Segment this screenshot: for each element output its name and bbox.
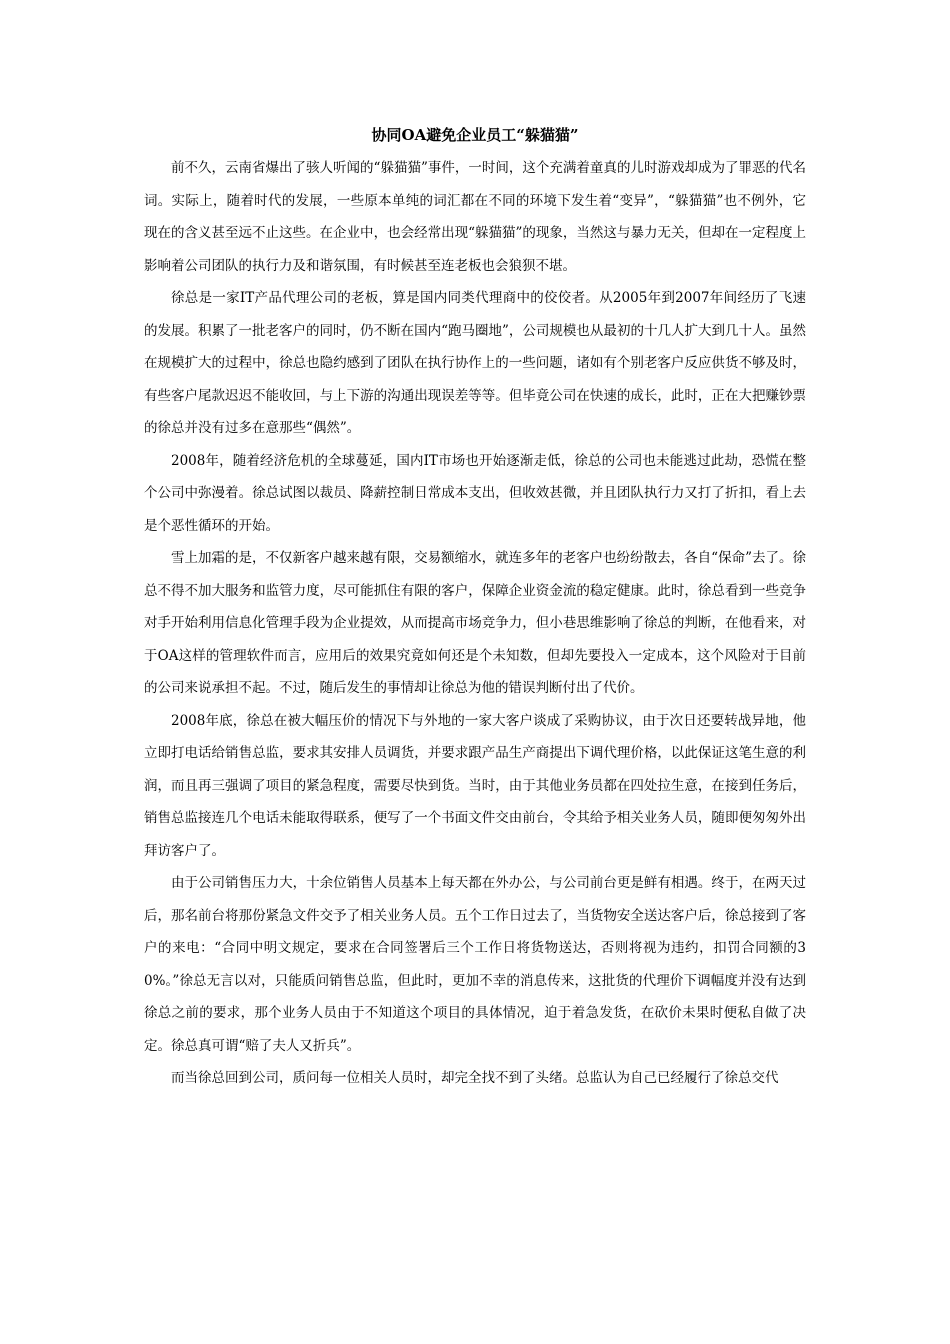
- document-body: [144, 152, 806, 1095]
- paragraph-5: 2008年底，徐总在被大幅压价的情况下与外地的一家大客户谈成了采购协议，由于次日还要转战异地，他立即打电话给销售总监，要求其安排人员调货，并要求跟产品生产商提出下调代理价格，以此保证这笔生意的利润，而且再三强调了项目的紧急程度，需要尽快到货。当时，由于其他业务员都在四处拉生意，在接到任务后，销售总监接连几个电话未能取得联系，便写了一个书面文件交由前台，令其给予相关业务人员，随即便匆匆外出拜访客户了。: [144, 712, 806, 859]
- paragraph-3: 2008年，随着经济危机的全球蔓延，国内IT市场也开始逐渐走低，徐总的公司也未能逃过此劫，恐慌在整个公司中弥漫着。徐总试图以裁员、降薪控制日常成本支出，但收效甚微，并且团队执行力又打了折扣，看上去是个恶性循环的开始。: [144, 452, 806, 534]
- document-title: 协同OA避免企业员工“躲猫猫”: [371, 126, 579, 144]
- paragraph-1: 前不久，云南省爆出了骇人听闻的“躲猫猫”事件，一时间，这个充满着童真的儿时游戏却成为了罪恶的代名词。实际上，随着时代的发展，一些原本单纯的词汇都在不同的环境下发生着“变异”，“躲猫猫”也不例外，它现在的含义甚至远不止这些。在企业中，也会经常出现“躲猫猫”的现象，当然这与暴力无关，但却在一定程度上影响着公司团队的执行力及和谐氛围，有时候甚至连老板也会狼狈不堪。: [144, 160, 806, 274]
- paragraph-7: 而当徐总回到公司，质问每一位相关人员时，却完全找不到了头绪。总监认为自己已经履行了徐总交代: [171, 1070, 779, 1086]
- paragraph-2: 徐总是一家IT产品代理公司的老板，算是国内同类代理商中的佼佼者。从2005年到2007年间经历了飞速的发展。积累了一批老客户的同时，仍不断在国内“跑马圈地”，公司规模也从最初的十几人扩大到几十人。虽然在规模扩大的过程中，徐总也隐约感到了团队在执行协作上的一些问题，诸如有个别老客户反应供货不够及时，有些客户尾款迟迟不能收回，与上下游的沟通出现误差等等。但毕竟公司在快速的成长，此时，正在大把赚钞票的徐总并没有过多在意那些“偶然”。: [144, 290, 806, 436]
- paragraph-4: 雪上加霜的是，不仅新客户越来越有限，交易额缩水，就连多年的老客户也纷纷散去，各自“保命”去了。徐总不得不加大服务和监管力度，尽可能抓住有限的客户，保障企业资金流的稳定健康。此时，徐总看到一些竞争对手开始利用信息化管理手段为企业提效，从而提高市场竞争力，但小巷思维影响了徐总的判断，在他看来，对于OA这样的管理软件而言，应用后的效果究竟如何还是个未知数，但却先要投入一定成本，这个风险对于目前的公司来说承担不起。不过，随后发生的事情却让徐总为他的错误判断付出了代价。: [144, 550, 806, 696]
- paragraph-6: 由于公司销售压力大，十余位销售人员基本上每天都在外办公，与公司前台更是鲜有相遇。终于，在两天过后，那名前台将那份紧急文件交予了相关业务人员。五个工作日过去了，当货物安全送达客户后，徐总接到了客户的来电：“合同中明文规定，要求在合同签署后三个工作日将货物送达，否则将视为违约，扣罚合同额的30%。”徐总无言以对，只能质问销售总监，但此时，更加不幸的消息传来，这批货的代理价下调幅度并没有达到徐总之前的要求，那个业务人员由于不知道这个项目的具体情况，迫于着急发货，在砍价未果时便私自做了决定。徐总真可谓“赔了夫人又折兵”。: [144, 875, 806, 1054]
